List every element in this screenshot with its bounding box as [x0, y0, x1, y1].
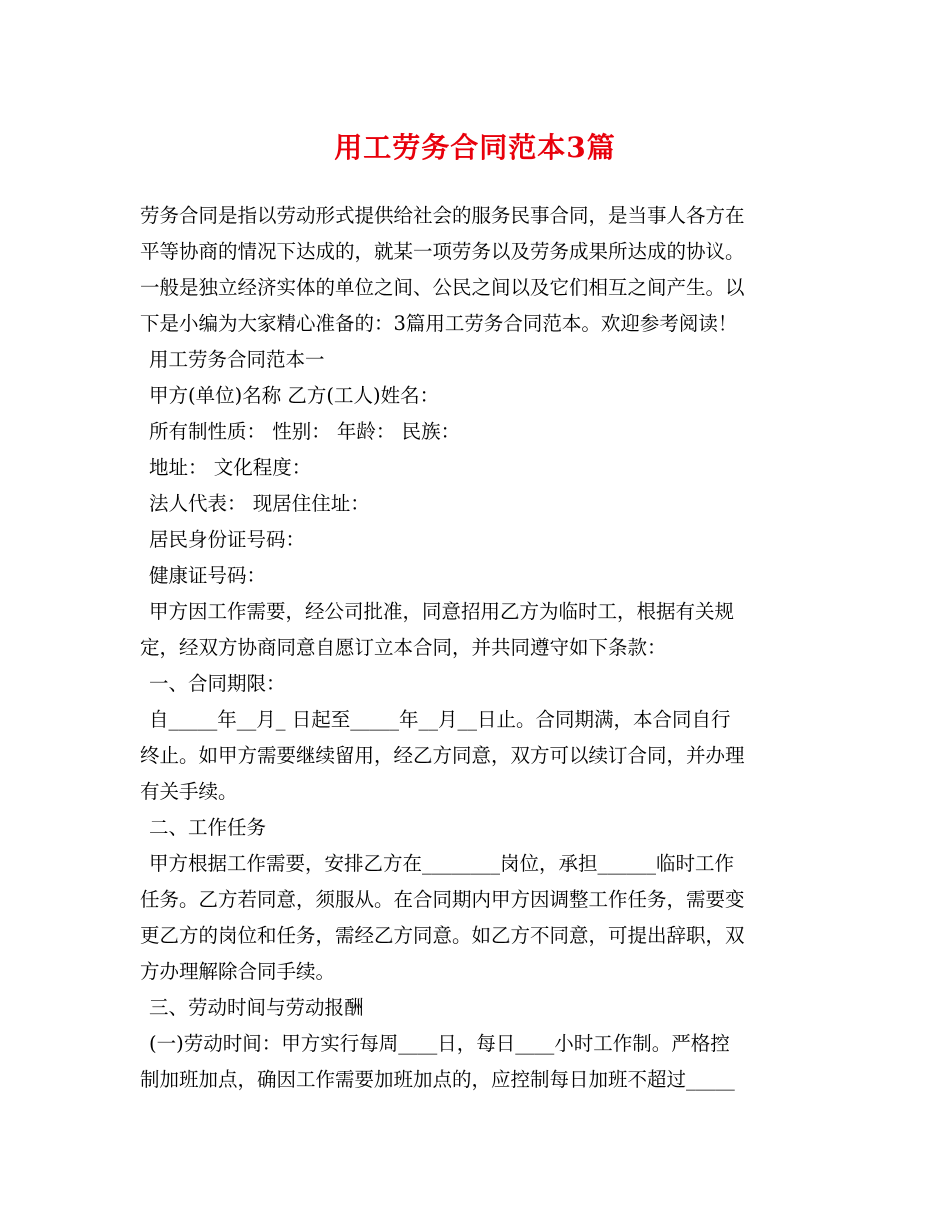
section-heading: 二、工作任务 [149, 816, 267, 839]
paragraph-line: 定，经双方协商同意自愿订立本合同，并共同遵守如下条款： [140, 636, 667, 659]
form-field-line: 法人代表： 现居住住址： [149, 492, 370, 515]
paragraph-line: 终止。如甲方需要继续留用，经乙方同意，双方可以续订合同，并办理 [140, 744, 745, 767]
form-field-line: 地址： 文化程度： [149, 456, 312, 479]
paragraph-line: 更乙方的岗位和任务，需经乙方同意。如乙方不同意，可提出辞职，双 [140, 924, 745, 947]
section-heading: 用工劳务合同范本一 [149, 348, 325, 371]
paragraph-line: 劳务合同是指以劳动形式提供给社会的服务民事合同，是当事人各方在 [140, 204, 745, 227]
paragraph-line: 方办理解除合同手续。 [140, 960, 336, 983]
form-field-line: 所有制性质： 性别： 年龄： 民族： [149, 420, 461, 443]
form-field-line: 居民身份证号码： [149, 528, 306, 551]
form-field-line: 甲方(单位)名称 乙方(工人)姓名： [149, 384, 440, 407]
document-title: 用工劳务合同范本3篇 [334, 131, 616, 164]
paragraph-line: 自_____年__月_ 日起至_____年__月__日止。合同期满，本合同自行 [149, 708, 731, 731]
paragraph-line: 任务。乙方若同意，须服从。在合同期内甲方因调整工作任务，需要变 [140, 888, 745, 911]
section-heading: 三、劳动时间与劳动报酬 [149, 996, 364, 1019]
paragraph-line: 平等协商的情况下达成的，就某一项劳务以及劳务成果所达成的协议。 [140, 240, 745, 263]
paragraph-line: 甲方因工作需要，经公司批准，同意招用乙方为临时工，根据有关规 [149, 600, 735, 623]
section-heading: 一、合同期限： [149, 672, 286, 695]
paragraph-line: 甲方根据工作需要，安排乙方在________岗位，承担______临时工作 [149, 852, 735, 875]
paragraph-line: (一)劳动时间：甲方实行每周____日，每日____小时工作制。严格控 [149, 1032, 730, 1055]
paragraph-line: 有关手续。 [140, 780, 238, 803]
paragraph-line: 一般是独立经济实体的单位之间、公民之间以及它们相互之间产生。以 [140, 276, 745, 299]
paragraph-line: 制加班加点，确因工作需要加班加点的，应控制每日加班不超过_____ [140, 1068, 735, 1091]
paragraph-line: 下是小编为大家精心准备的：3篇用工劳务合同范本。欢迎参考阅读！ [140, 312, 738, 335]
form-field-line: 健康证号码： [149, 564, 267, 587]
